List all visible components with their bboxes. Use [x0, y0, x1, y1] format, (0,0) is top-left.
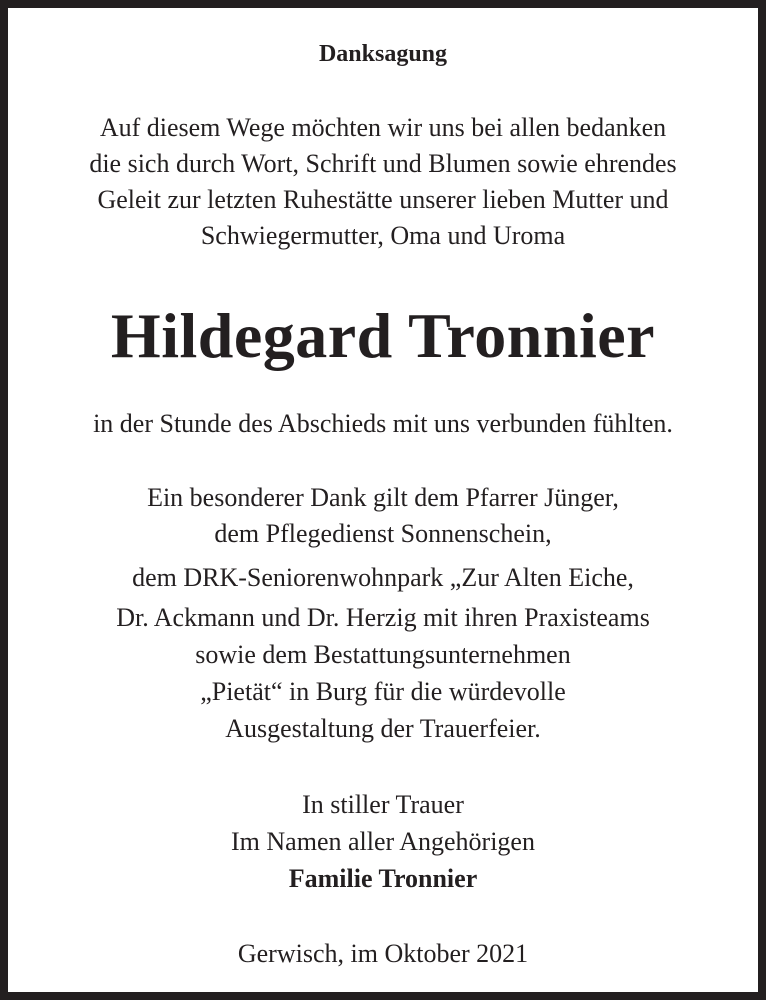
thanks-line-1: Ein besonderer Dank gilt dem Pfarrer Jünger,	[147, 483, 619, 512]
signature-line-1: In stiller Trauer	[302, 790, 464, 819]
place-date: Gerwisch, im Oktober 2021	[237, 939, 529, 968]
notice-heading: Danksagung	[318, 41, 448, 67]
thanks-line-6: „Pietät“ in Burg für die würdevolle	[200, 677, 566, 706]
intro-line-1: Auf diesem Wege möchten wir uns bei allen bedanken	[99, 113, 667, 142]
thanks-line-2: dem Pflegedienst Sonnenschein,	[214, 519, 552, 548]
thanks-line-7: Ausgestaltung der Trauerfeier.	[225, 714, 541, 743]
thanks-line-3: dem DRK-Seniorenwohnpark „Zur Alten Eiche,	[132, 563, 634, 592]
closing-intro-line: in der Stunde des Abschieds mit uns verbunden fühlten.	[93, 409, 673, 438]
deceased-name: Hildegard Tronnier	[110, 300, 656, 371]
thanks-line-5: sowie dem Bestattungsunternehmen	[195, 640, 571, 669]
intro-line-2: die sich durch Wort, Schrift und Blumen sowie ehrendes	[89, 149, 677, 178]
thanks-line-4: Dr. Ackmann und Dr. Herzig mit ihren Praxisteams	[116, 603, 650, 632]
death-notice	[16, 8, 750, 992]
intro-line-3: Geleit zur letzten Ruhestätte unserer lieben Mutter und	[97, 185, 669, 214]
signature-family: Familie Tronnier	[288, 864, 478, 893]
intro-line-4: Schwiegermutter, Oma und Uroma	[200, 221, 566, 250]
signature-line-2: Im Namen aller Angehörigen	[231, 827, 535, 856]
